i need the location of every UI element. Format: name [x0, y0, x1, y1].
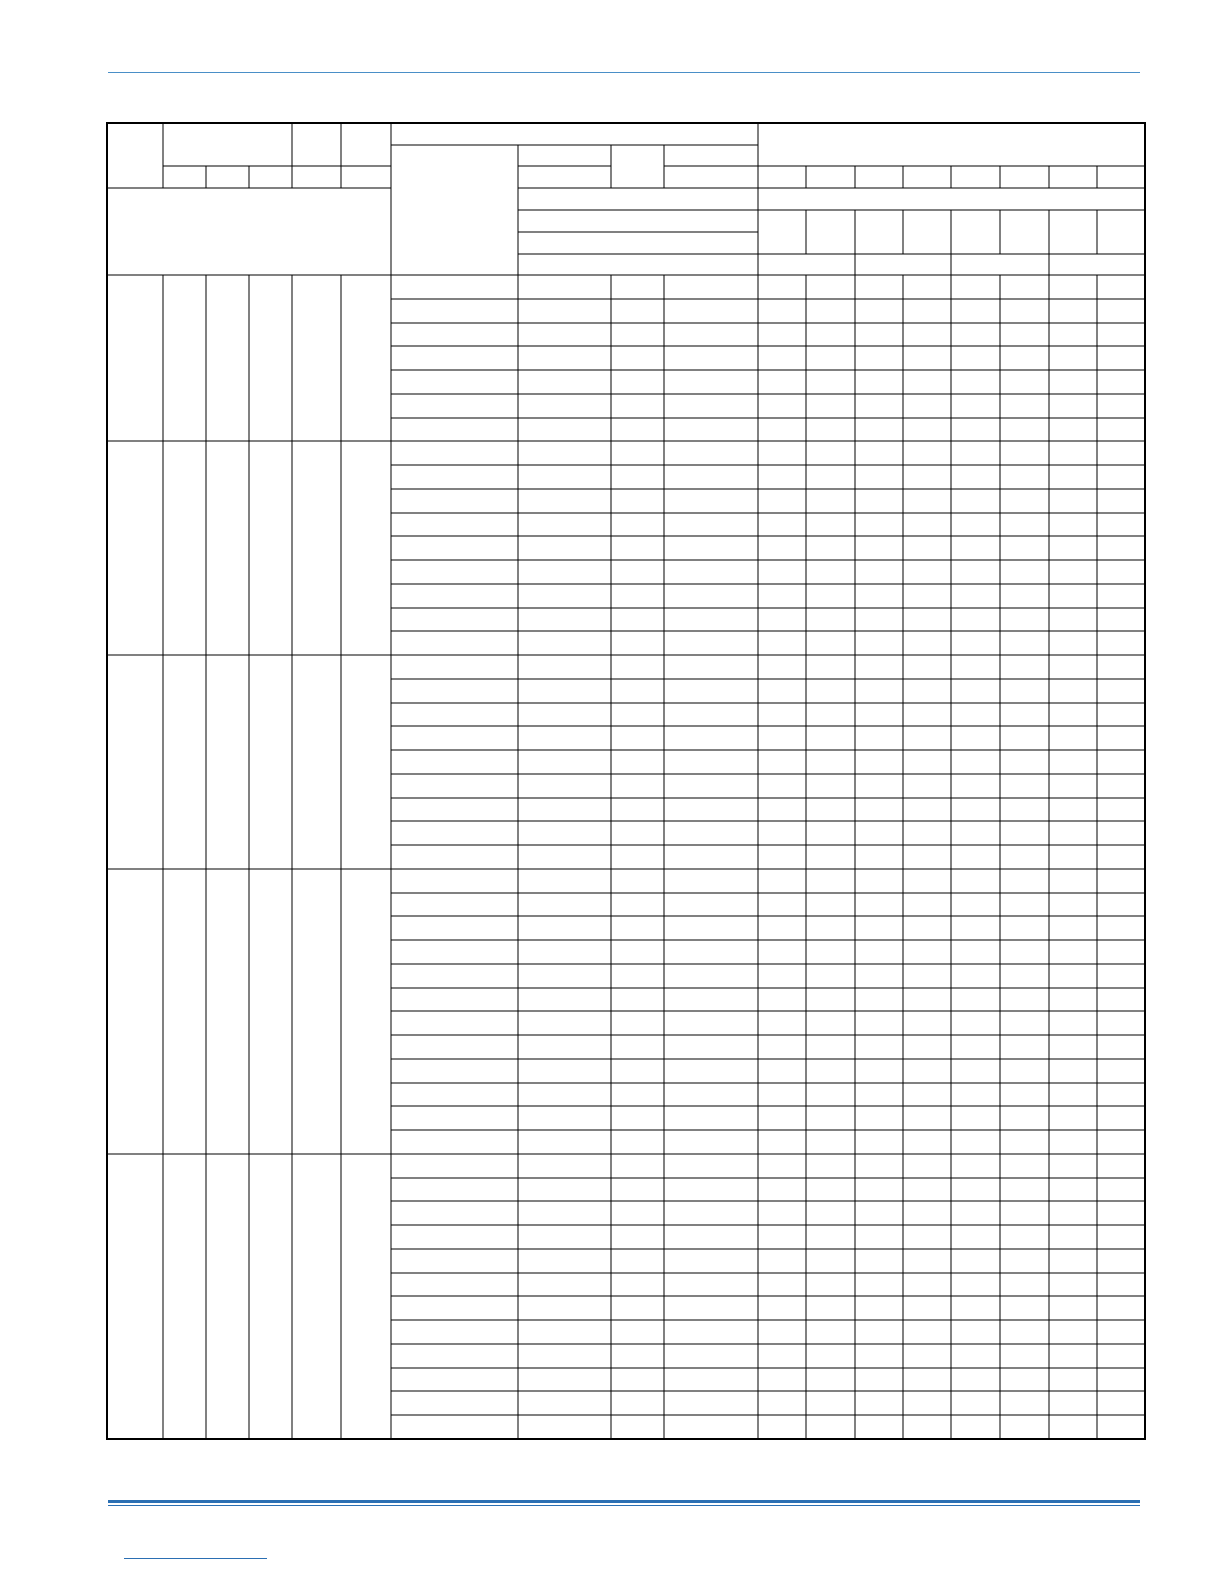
footer-rule-thin: [108, 1505, 1140, 1506]
footer-link-underline[interactable]: [124, 1558, 267, 1559]
footer-rule-thick: [108, 1500, 1140, 1503]
table-frame: [107, 123, 1145, 1439]
